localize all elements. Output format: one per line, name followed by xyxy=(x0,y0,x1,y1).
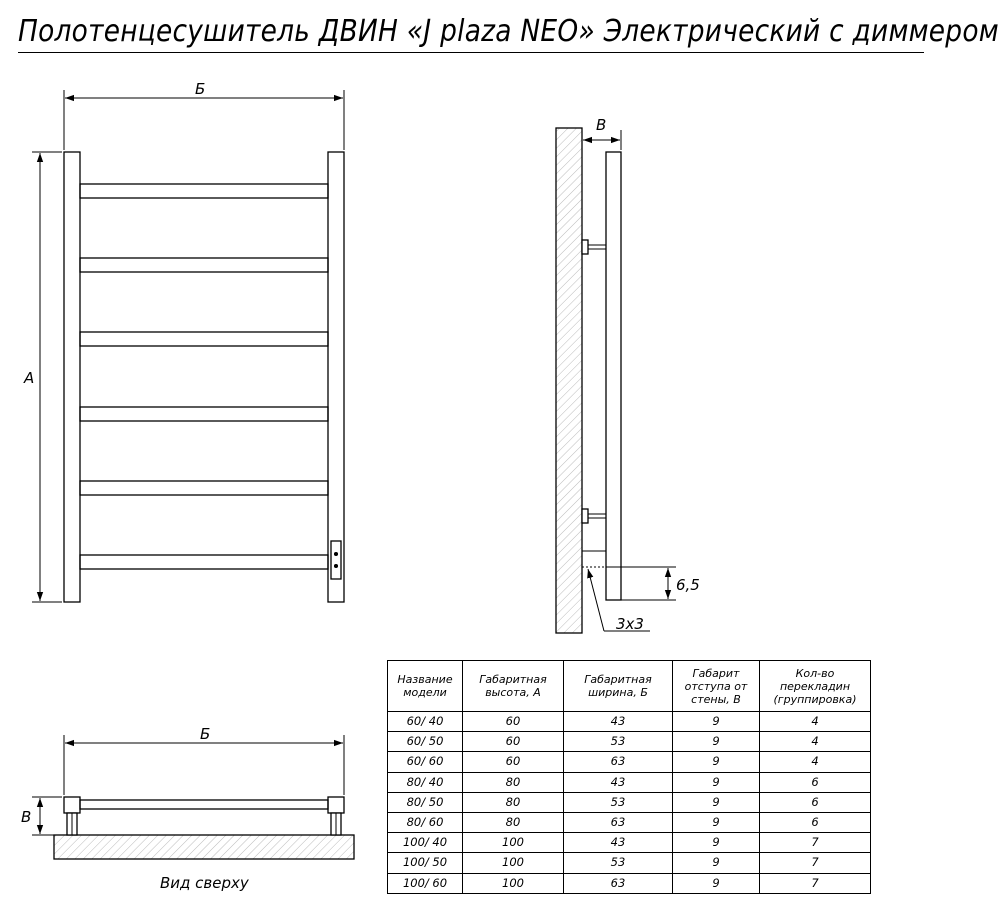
cell-crossbars: 4 xyxy=(760,732,871,752)
cell-width: 43 xyxy=(564,833,673,853)
table-row xyxy=(388,752,871,772)
cell-height: 100 xyxy=(463,833,564,853)
front-view xyxy=(32,90,344,602)
cell-crossbars: 4 xyxy=(760,752,871,772)
cell-crossbars: 6 xyxy=(760,772,871,792)
cell-crossbars: 6 xyxy=(760,812,871,832)
table-row xyxy=(388,873,871,893)
table-row xyxy=(388,853,871,873)
table-row xyxy=(388,712,871,732)
slot-size-label: 3x3 xyxy=(616,615,644,633)
top-view xyxy=(32,735,354,859)
table-row xyxy=(388,812,871,832)
bracket-bottom-plate xyxy=(582,509,588,523)
side-view xyxy=(556,128,676,633)
cell-height: 60 xyxy=(463,752,564,772)
cell-height: 60 xyxy=(463,732,564,752)
cell-model: 100/ 50 xyxy=(388,853,463,873)
crossbar xyxy=(80,184,328,198)
cell-model: 80/ 60 xyxy=(388,812,463,832)
cell-offset: 9 xyxy=(673,833,760,853)
header-offset: Габарит отступа от стены, В xyxy=(673,661,760,712)
cell-offset: 9 xyxy=(673,732,760,752)
cell-offset: 9 xyxy=(673,873,760,893)
cell-height: 80 xyxy=(463,792,564,812)
bracket-top-plate xyxy=(582,240,588,254)
cell-crossbars: 4 xyxy=(760,712,871,732)
cell-offset: 9 xyxy=(673,853,760,873)
cell-offset: 9 xyxy=(673,812,760,832)
cell-height: 100 xyxy=(463,873,564,893)
cell-width: 63 xyxy=(564,812,673,832)
table-row xyxy=(388,833,871,853)
table-row xyxy=(388,792,871,812)
side-upright xyxy=(606,152,621,600)
dimmer-control xyxy=(331,541,341,579)
crossbar xyxy=(80,481,328,495)
cell-offset: 9 xyxy=(673,772,760,792)
dimmer-dot xyxy=(335,553,338,556)
cell-model: 100/ 60 xyxy=(388,873,463,893)
cell-offset: 9 xyxy=(673,752,760,772)
cell-model: 80/ 40 xyxy=(388,772,463,792)
cell-width: 53 xyxy=(564,853,673,873)
slot-leader-line xyxy=(588,569,604,631)
cell-width: 53 xyxy=(564,792,673,812)
dimmer-dot xyxy=(335,565,338,568)
crossbar xyxy=(80,258,328,272)
drawing-title: Полотенцесушитель ДВИН «J plaza NEO» Электрический с диммером xyxy=(18,14,999,49)
cell-crossbars: 6 xyxy=(760,792,871,812)
cell-model: 80/ 50 xyxy=(388,792,463,812)
wall xyxy=(556,128,582,633)
front-height-label: А xyxy=(24,369,35,387)
cell-height: 80 xyxy=(463,772,564,792)
top-left-cap xyxy=(64,797,80,813)
header-width: Габаритная ширина, Б xyxy=(564,661,673,712)
cell-model: 60/ 40 xyxy=(388,712,463,732)
left-upright xyxy=(64,152,80,602)
cell-width: 63 xyxy=(564,873,673,893)
cell-model: 60/ 60 xyxy=(388,752,463,772)
side-offset-label: В xyxy=(596,116,607,134)
right-upright xyxy=(328,152,344,602)
table-row xyxy=(388,732,871,752)
dimension-6-5-label: 6,5 xyxy=(676,576,700,594)
cell-width: 63 xyxy=(564,752,673,772)
cell-width: 43 xyxy=(564,712,673,732)
crossbar xyxy=(80,407,328,421)
top-width-label: Б xyxy=(200,725,211,743)
top-wall xyxy=(54,835,354,859)
header-crossbars: Кол-во перекладин (группировка) xyxy=(760,661,871,712)
cell-height: 60 xyxy=(463,712,564,732)
cell-offset: 9 xyxy=(673,792,760,812)
crossbar xyxy=(80,555,328,569)
cell-width: 53 xyxy=(564,732,673,752)
cell-model: 60/ 50 xyxy=(388,732,463,752)
table-row xyxy=(388,772,871,792)
cell-offset: 9 xyxy=(673,712,760,732)
header-model: Название модели xyxy=(388,661,463,712)
cell-crossbars: 7 xyxy=(760,833,871,853)
specification-table xyxy=(387,660,871,894)
cell-model: 100/ 40 xyxy=(388,833,463,853)
crossbar xyxy=(80,332,328,346)
cell-crossbars: 7 xyxy=(760,853,871,873)
cell-height: 100 xyxy=(463,853,564,873)
cell-width: 43 xyxy=(564,772,673,792)
top-right-cap xyxy=(328,797,344,813)
top-crossbar xyxy=(80,800,328,809)
top-view-caption: Вид сверху xyxy=(160,874,249,892)
cell-height: 80 xyxy=(463,812,564,832)
front-width-label: Б xyxy=(195,80,206,98)
table-header-row xyxy=(388,661,871,712)
header-height: Габаритная высота, А xyxy=(463,661,564,712)
cell-crossbars: 7 xyxy=(760,873,871,893)
top-depth-label: В xyxy=(21,808,32,826)
